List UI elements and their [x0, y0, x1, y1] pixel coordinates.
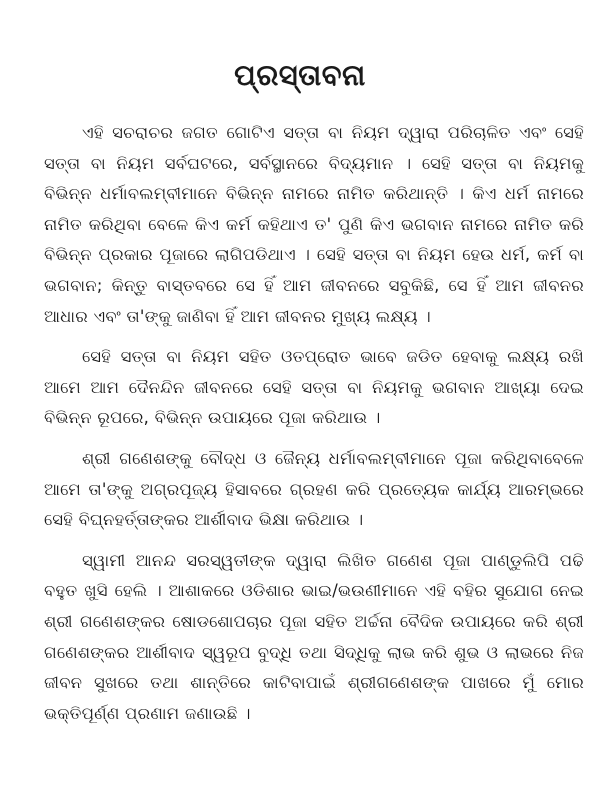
paragraph: ଶ୍ରୀ ଗଣେଶଙ୍କୁ ବୌଦ୍ଧ ଓ ଜୈନ୍ୟ ଧର୍ମାବଲମ୍ବୀମାନେ ପୂଜା କରିଥିବାବେଳେ ଆମେ ତା'ଙ୍କୁ ଅଗ୍ରପୂଜ୍ୟ ହିସାବରେ ଗ୍ରହଣ କରି ପ୍ରତ୍ୟେକ କାର୍ଯ୍ୟ ଆରମ୍ଭରେ ସେହି ବିଘ୍ନହର୍ତ୍ତାଙ୍କର ଆର୍ଶୀବାଦ ଭିକ୍ଷା କରିଥାଉ ।: [44, 448, 584, 530]
paragraph: ଏହି ସଚରାଚର ଜଗତ ଗୋଟିଏ ସତ୍ତା ବା ନିୟମ ଦ୍ୱାରା ପରିଚାଳିତ ଏବଂ ସେହି ସତ୍ତା ବା ନିୟମ ସର୍ବଘଟରେ, ସର୍ବସ୍ଥାନରେ ବିଦ୍ୟମାନ । ସେହି ସତ୍ତା ବା ନିୟମକୁ ବିଭିନ୍ନ ଧର୍ମାବଲମ୍ବୀମାନେ ବିଭିନ୍ନ ନାମରେ ନାମିତ କରିଥାନ୍ତି । କିଏ ଧର୍ମ ନାମରେ ନାମିତ କରିଥିବା ବେଳେ କିଏ କର୍ମ କହିଥାଏ ତ' ପୁଣି କିଏ ଭଗବାନ ନାମରେ ନାମିତ କରି ବିଭିନ୍ନ ପ୍ରକାର ପୂଜାରେ ଲାଗିପଡିଥାଏ । ସେହି ସତ୍ତା ବା ନିୟମ ହେଉ ଧର୍ମ, କର୍ମ ବା ଭଗବାନ; କିନ୍ତୁ ବାସ୍ତବରେ ସେ ହିଁ ଆମ ଜୀବନରେ ସବୁକିଛି, ସେ ହିଁ ଆମ ଜୀବନର ଆଧାର ଏବଂ ତା'ଙ୍କୁ ଜାଣିବା ହିଁ ଆମ ଜୀବନର ମୁଖ୍ୟ ଲକ୍ଷ୍ୟ ।: [44, 123, 584, 326]
paragraph: ସ୍ୱାମୀ ଆନନ୍ଦ ସରସ୍ୱତୀଙ୍କ ଦ୍ୱାରା ଲିଖିତ ଗଣେଶ ପୂଜା ପାଣ୍ଡୁଲିପି ପଢି ବହୁତ ଖୁସି ହେଲି । ଆଶାକରେ ଓଡିଶାର ଭାଇ/ଭଉଣୀମାନେ ଏହି ବହିର ସୁଯୋଗ ନେଇ ଶ୍ରୀ ଗଣେଶଙ୍କର ଷୋଡଶୋପଚାର ପୂଜା ସହିତ ଅର୍ଚ୍ଚନା ବୈଦିକ ଉପାୟରେ କରି ଶ୍ରୀ ଗଣେଶଙ୍କର ଆର୍ଶୀବାଦ ସ୍ୱରୂପ ବୁଦ୍ଧି ତଥା ସିଦ୍ଧିକୁ ଲାଭ କରି ଶୁଭ ଓ ଲାଭରେ ନିଜ ଜୀବନ ସୁଖରେ ତଥା ଶାନ୍ତିରେ କାଟିବାପାଇଁ ଶ୍ରୀଗଣେଶଙ୍କ ପାଖରେ ମୁଁ ମୋର ଭକ୍ତିପୂର୍ଣ୍ଣ ପ୍ରଣାମ ଜଣାଉଛି ।: [44, 550, 584, 723]
page-title: ପ୍ରସ୍ତାବନା: [234, 58, 366, 92]
paragraph: ସେହି ସତ୍ତା ବା ନିୟମ ସହିତ ଓତପ୍ରୋତ ଭାବେ ଜଡିତ ହେବାକୁ ଲକ୍ଷ୍ୟ ରଖି ଆମେ ଆମ ଦୈନନ୍ଦିନ ଜୀବନରେ ସେହି ସତ୍ତା ବା ନିୟମକୁ ଭଗବାନ ଆଖ୍ୟା ଦେଇ ବିଭିନ୍ନ ରୂପରେ, ବିଭିନ୍ନ ଉପାୟରେ ପୂଜା କରିଥାଉ ।: [44, 347, 584, 428]
document-body: [44, 118, 584, 739]
